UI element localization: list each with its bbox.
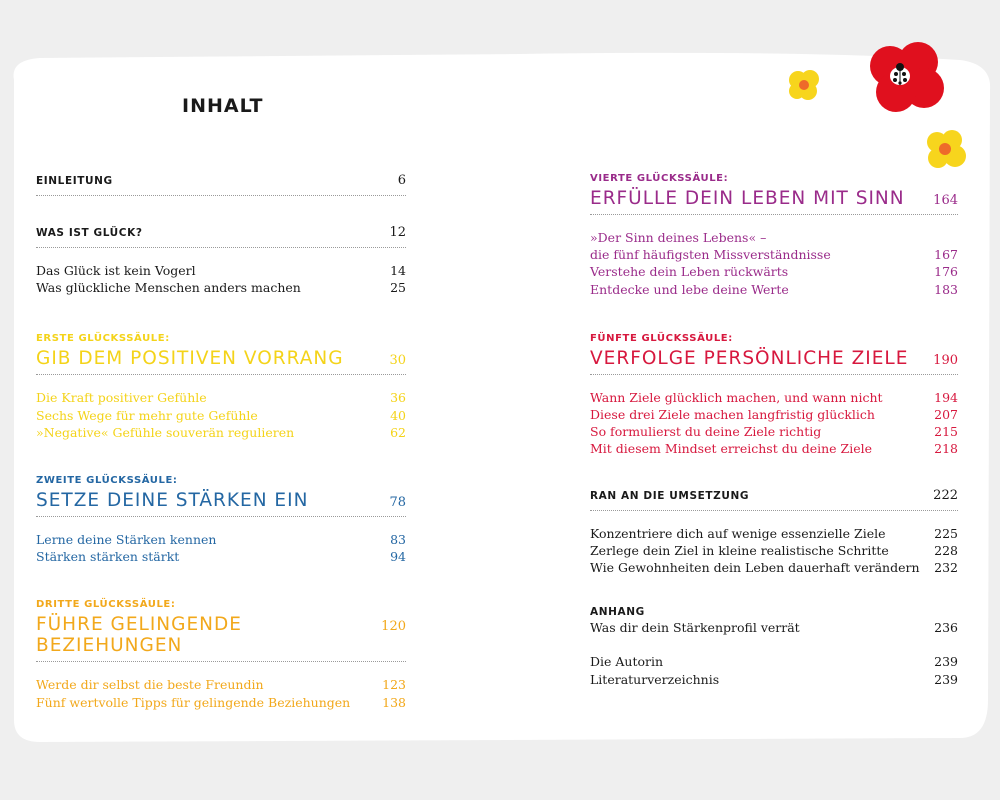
page-number: 120 [381, 619, 406, 635]
toc-chapter[interactable] [590, 488, 958, 511]
toc-item[interactable] [590, 542, 958, 559]
page-number: 190 [933, 352, 958, 368]
pillar-kicker: FÜNFTE GLÜCKSSÄULE: [590, 332, 733, 344]
chapter-label: ANHANG [590, 606, 645, 619]
poppy-flower-icon [866, 40, 946, 120]
toc-item[interactable] [36, 548, 406, 565]
toc-items [590, 653, 958, 687]
toc-item[interactable] [590, 671, 958, 688]
chapter-title: GIB DEM POSITIVEN VORRANG [36, 348, 344, 370]
item-label: Entdecke und lebe deine Werte [590, 281, 789, 297]
toc-item[interactable] [36, 531, 406, 548]
page-number: 164 [933, 193, 958, 208]
page-number: 25 [390, 280, 406, 296]
item-label: Fünf wertvolle Tipps für gelingende Beziehungen [36, 694, 351, 710]
toc-items [36, 262, 406, 296]
item-label: die fünf häufigsten Missverständnisse [590, 247, 831, 263]
pillar-kicker: DRITTE GLÜCKSSÄULE: [36, 599, 176, 611]
chapter-title: SETZE DEINE STÄRKEN EIN [36, 490, 309, 512]
toc-section-fuenfte [590, 333, 958, 458]
page-number: 30 [389, 353, 406, 369]
item-label: »Der Sinn deines Lebens« – [590, 230, 767, 245]
toc-items [590, 619, 958, 636]
page-number: 215 [934, 424, 958, 440]
item-label: Was glückliche Menschen anders machen [36, 280, 301, 296]
item-label: Diese drei Ziele machen langfristig glücklich [590, 407, 875, 423]
toc-chapter[interactable] [590, 344, 958, 375]
toc-left-column [36, 173, 406, 711]
page-number: 138 [382, 694, 406, 710]
chapter-title: VERFOLGE PERSÖNLICHE ZIELE [590, 347, 909, 369]
toc-items [590, 389, 958, 458]
toc-item[interactable] [590, 653, 958, 670]
page-number: 183 [934, 281, 958, 297]
toc-item[interactable] [36, 676, 406, 693]
item-label: Werde dir selbst die beste Freundin [36, 677, 264, 693]
item-label: Was dir dein Stärkenprofil verrät [590, 620, 800, 636]
toc-chapter[interactable] [36, 344, 406, 375]
chapter-title: ERFÜLLE DEIN LEBEN MIT SINN [590, 188, 905, 209]
page-number: 176 [934, 264, 958, 280]
chapter-label: WAS IST GLÜCK? [36, 227, 143, 239]
toc-section-was-ist-glueck [36, 225, 406, 296]
yellow-flower-icon [786, 66, 822, 102]
page-number: 40 [390, 407, 406, 423]
pillar-kicker: VIERTE GLÜCKSSÄULE: [590, 173, 729, 184]
toc-section-zweite [36, 475, 406, 565]
item-label: Die Autorin [590, 654, 664, 670]
page-number: 83 [390, 532, 406, 548]
toc-items [590, 229, 958, 298]
toc-item[interactable] [590, 406, 958, 423]
item-label: Sechs Wege für mehr gute Gefühle [36, 407, 258, 423]
page-number: 14 [390, 263, 406, 278]
page-number: 36 [390, 390, 406, 406]
toc-items [590, 525, 958, 577]
toc-section-dritte [36, 599, 406, 710]
toc-section-vierte [590, 173, 958, 298]
toc-section-einleitung [36, 173, 406, 196]
yellow-flower-icon [922, 128, 968, 174]
item-label: Wann Ziele glücklich machen, und wann nicht [590, 389, 883, 405]
toc-items [36, 676, 406, 710]
toc-items [36, 531, 406, 565]
page-number: 123 [382, 677, 406, 693]
toc-item[interactable] [590, 423, 958, 440]
toc-chapter[interactable] [36, 610, 406, 662]
item-label: Verstehe dein Leben rückwärts [590, 264, 789, 280]
pillar-kicker: ERSTE GLÜCKSSÄULE: [36, 333, 170, 345]
page-number: 239 [934, 654, 958, 670]
toc-item[interactable] [36, 262, 406, 279]
toc-section-anhang [590, 606, 958, 688]
page-number: 207 [934, 407, 958, 423]
toc-item[interactable] [36, 407, 406, 424]
item-label: Wie Gewohnheiten dein Leben dauerhaft verändern [590, 560, 920, 576]
toc-chapter[interactable] [36, 486, 406, 517]
toc-right-column [590, 173, 958, 688]
chapter-label: RAN AN DIE UMSETZUNG [590, 489, 750, 502]
page-number: 194 [934, 389, 958, 405]
item-label: Die Kraft positiver Gefühle [36, 390, 207, 406]
page-number: 62 [390, 424, 406, 440]
page-number: 78 [389, 495, 406, 511]
toc-item[interactable] [36, 694, 406, 711]
chapter-title: FÜHRE GELINGENDE BEZIEHUNGEN [36, 614, 242, 657]
page-number: 94 [390, 549, 406, 565]
item-label: Konzentriere dich auf wenige essenzielle Ziele [590, 525, 886, 541]
toc-item[interactable] [36, 279, 406, 296]
toc-item[interactable] [590, 263, 958, 280]
toc-item[interactable] [590, 525, 958, 542]
page-number: 167 [934, 247, 958, 263]
item-label: Literaturverzeichnis [590, 671, 720, 687]
pillar-kicker: ZWEITE GLÜCKSSÄULE: [36, 475, 178, 487]
page-title: INHALT [182, 95, 264, 117]
page-number: 6 [397, 173, 406, 188]
page-number: 228 [934, 542, 958, 558]
toc-item[interactable] [590, 559, 958, 576]
toc-item[interactable] [590, 440, 958, 457]
item-label: Zerlege dein Ziel in kleine realistische Schritte [590, 542, 889, 558]
toc-item[interactable] [36, 389, 406, 406]
page-number: 239 [934, 671, 958, 687]
page-number: 236 [934, 620, 958, 636]
item-label: Das Glück ist kein Vogerl [36, 263, 196, 278]
item-label: »Negative« Gefühle souverän regulieren [36, 424, 295, 440]
page-number: 222 [933, 487, 958, 503]
toc-item[interactable] [36, 424, 406, 441]
toc-chapter[interactable] [36, 225, 406, 248]
page-number: 12 [389, 225, 406, 240]
toc-item[interactable] [590, 281, 958, 298]
toc-chapter[interactable] [590, 606, 958, 619]
toc-item[interactable] [590, 389, 958, 406]
item-label: Stärken stärken stärkt [36, 549, 180, 565]
page-number: 225 [934, 525, 958, 541]
item-label: So formulierst du deine Ziele richtig [590, 424, 822, 440]
page-number: 232 [934, 560, 958, 576]
toc-chapter[interactable] [36, 173, 406, 196]
toc-item[interactable] [590, 246, 958, 263]
toc-chapter[interactable] [590, 184, 958, 215]
item-label: Mit diesem Mindset erreichst du deine Ziele [590, 441, 873, 457]
page-number: 218 [934, 441, 958, 457]
toc-items [36, 389, 406, 441]
toc-section-erste [36, 333, 406, 441]
toc-item[interactable] [590, 619, 958, 636]
toc-section-umsetzung [590, 488, 958, 577]
item-label: Lerne deine Stärken kennen [36, 532, 217, 548]
toc-item[interactable] [590, 229, 958, 246]
chapter-label: EINLEITUNG [36, 175, 113, 187]
